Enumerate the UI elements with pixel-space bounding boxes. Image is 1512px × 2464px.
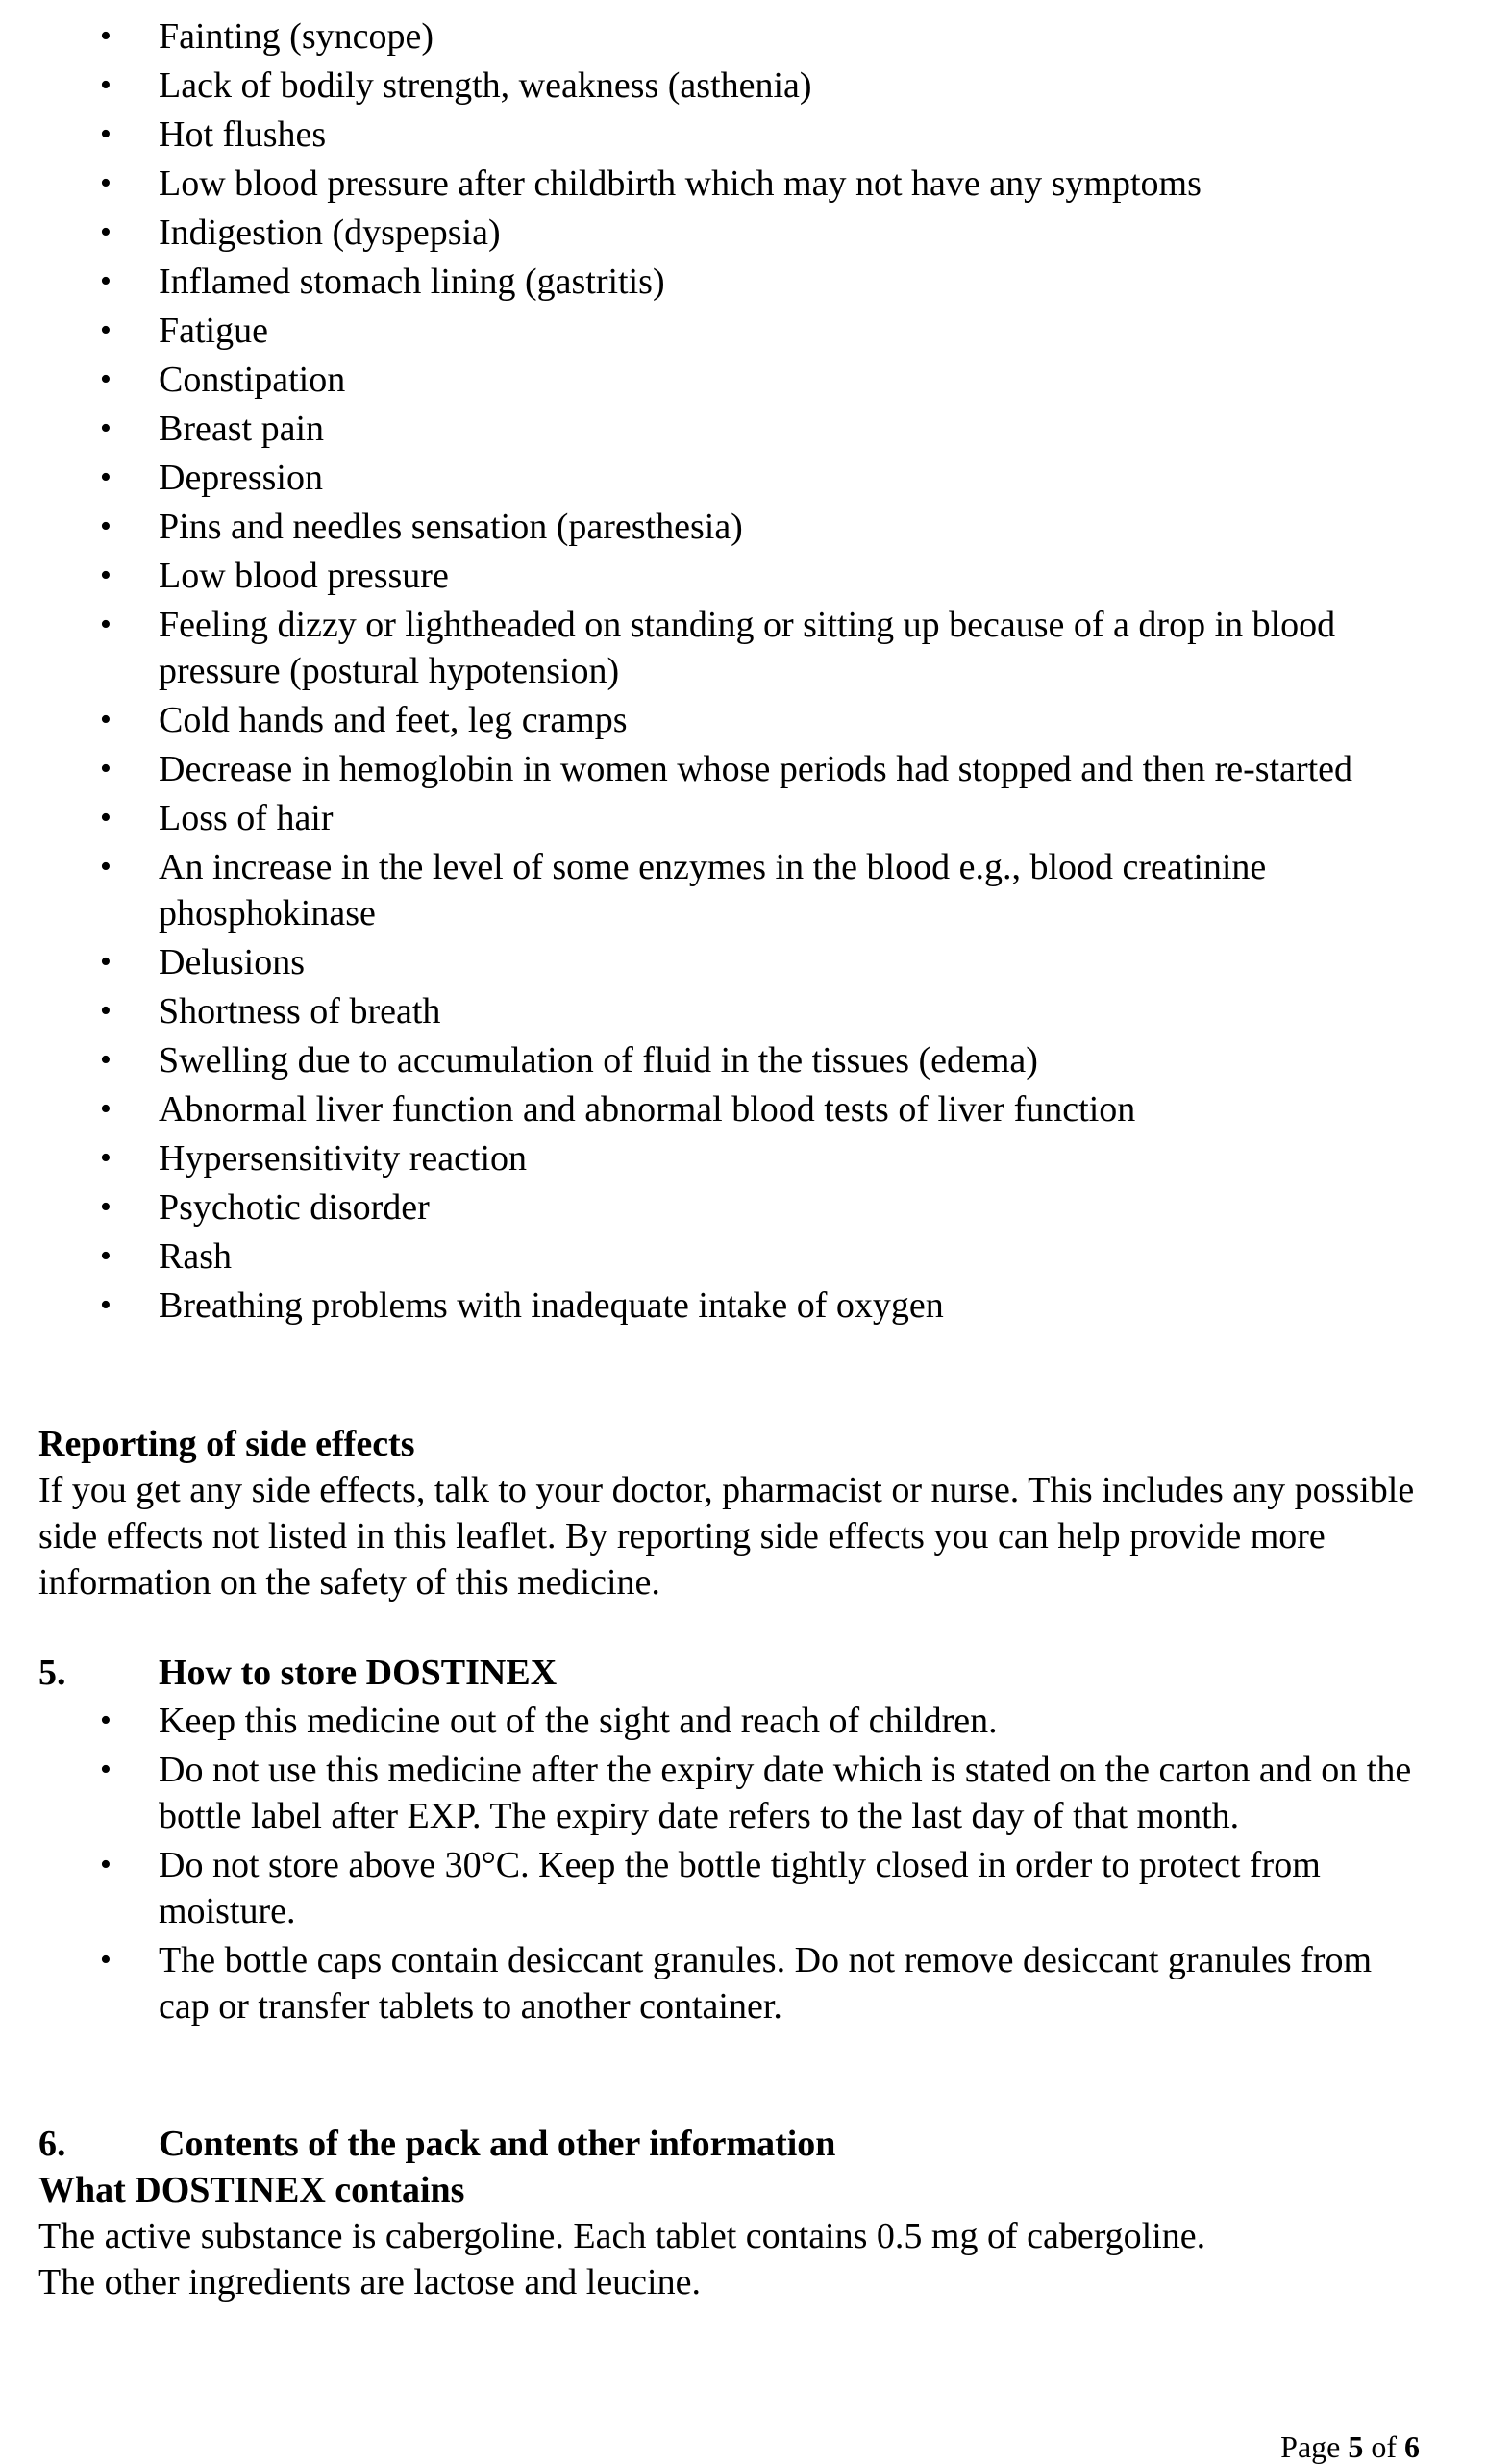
- section-title: Contents of the pack and other information: [159, 2124, 836, 2164]
- contents-line-2: The other ingredients are lactose and leucine.: [38, 2262, 701, 2302]
- bullet-icon: •: [100, 460, 112, 495]
- list-item: [0, 1698, 1427, 1744]
- list-item-text: Abnormal liver function and abnormal blood tests of liver function: [159, 1089, 1136, 1130]
- list-item-text: Cold hands and feet, leg cramps: [159, 700, 628, 740]
- list-item-text: Fainting (syncope): [159, 16, 434, 57]
- list-item: [0, 939, 1427, 985]
- list-item: [0, 308, 1427, 354]
- list-item-text: Low blood pressure after childbirth which may not have any symptoms: [159, 163, 1202, 204]
- list-item: [0, 1747, 1427, 1839]
- section-number: 6.: [38, 2124, 66, 2164]
- list-item-text: Swelling due to accumulation of fluid in the tissues (edema): [159, 1040, 1038, 1081]
- bullet-icon: •: [100, 1238, 112, 1274]
- bullet-icon: •: [100, 1847, 112, 1882]
- list-item-text: The bottle caps contain desiccant granules. Do not remove desiccant granules from cap or transfer tablets to another container.: [159, 1940, 1372, 2027]
- bullet-icon: •: [100, 993, 112, 1029]
- bullet-icon: •: [100, 18, 112, 54]
- list-item: [0, 161, 1427, 207]
- list-item: [0, 844, 1427, 936]
- bullet-icon: •: [100, 751, 112, 786]
- list-item-text: Depression: [159, 458, 323, 498]
- list-item-text: Feeling dizzy or lightheaded on standing or sitting up because of a drop in blood pressure (postural hypotension): [159, 605, 1336, 691]
- list-item-text: Breathing problems with inadequate intake of oxygen: [159, 1285, 944, 1326]
- list-item-text: Lack of bodily strength, weakness (asthenia): [159, 65, 812, 106]
- bullet-icon: •: [100, 411, 112, 446]
- list-item-text: Low blood pressure: [159, 556, 449, 596]
- total-pages: 6: [1404, 2429, 1420, 2464]
- list-item-text: Do not store above 30°C. Keep the bottle tightly closed in order to protect from moisture.: [159, 1845, 1321, 1931]
- store-list: [0, 1698, 1427, 2032]
- contents-line-1: The active substance is cabergoline. Each tablet contains 0.5 mg of cabergoline.: [38, 2216, 1206, 2256]
- section-title: How to store DOSTINEX: [159, 1653, 558, 1693]
- list-item: [0, 1842, 1427, 1934]
- list-item: [0, 1135, 1427, 1182]
- bullet-icon: •: [100, 312, 112, 348]
- reporting-heading: Reporting of side effects: [38, 1424, 415, 1464]
- bullet-icon: •: [100, 702, 112, 737]
- list-item-text: Do not use this medicine after the expiry date which is stated on the carton and on the bottle label after EXP. The expiry date refers to the last day of that month.: [159, 1750, 1412, 1836]
- list-item: [0, 357, 1427, 403]
- reporting-section: [38, 1421, 1442, 1605]
- bullet-icon: •: [100, 116, 112, 152]
- bullet-icon: •: [100, 67, 112, 103]
- reporting-text: If you get any side effects, talk to your doctor, pharmacist or nurse. This includes any possible side effects not listed in this leaflet. By reporting side effects you can help provide more information on the safety of this medicine.: [38, 1470, 1415, 1603]
- bullet-icon: •: [100, 849, 112, 884]
- list-item: [0, 795, 1427, 841]
- contents-subheading: What DOSTINEX contains: [38, 2170, 465, 2210]
- list-item: [0, 553, 1427, 599]
- bullet-icon: •: [100, 361, 112, 397]
- list-item-text: Keep this medicine out of the sight and reach of children.: [159, 1701, 998, 1741]
- list-item-text: Fatigue: [159, 311, 268, 351]
- list-item-text: Rash: [159, 1236, 232, 1277]
- list-item-text: Delusions: [159, 942, 305, 983]
- bullet-icon: •: [100, 1703, 112, 1738]
- list-item: [0, 1233, 1427, 1280]
- list-item: [0, 1184, 1427, 1231]
- list-item-text: An increase in the level of some enzymes in the blood e.g., blood creatinine phosphokinase: [159, 847, 1267, 933]
- page-of: of: [1363, 2429, 1404, 2464]
- list-item-text: Hot flushes: [159, 114, 327, 155]
- list-item-text: Loss of hair: [159, 798, 334, 838]
- bullet-icon: •: [100, 509, 112, 544]
- list-item: [0, 13, 1427, 60]
- store-section: [38, 1650, 1442, 1696]
- list-item: [0, 210, 1427, 256]
- list-item: [0, 746, 1427, 792]
- bullet-icon: •: [100, 607, 112, 642]
- section-number: 5.: [38, 1653, 66, 1693]
- bullet-icon: •: [100, 1091, 112, 1127]
- list-item: [0, 988, 1427, 1034]
- list-item: [0, 1037, 1427, 1083]
- list-item: [0, 62, 1427, 109]
- bullet-icon: •: [100, 1287, 112, 1323]
- list-item: [0, 697, 1427, 743]
- list-item: [0, 259, 1427, 305]
- list-item: [0, 1282, 1427, 1329]
- contents-heading: [38, 2121, 1442, 2167]
- current-page: 5: [1348, 2429, 1364, 2464]
- list-item-text: Constipation: [159, 360, 346, 400]
- bullet-icon: •: [100, 1942, 112, 1978]
- list-item: [0, 504, 1427, 550]
- bullet-icon: •: [100, 263, 112, 299]
- contents-section: [38, 2121, 1442, 2305]
- bullet-icon: •: [100, 558, 112, 593]
- list-item: [0, 112, 1427, 158]
- list-item: [0, 455, 1427, 501]
- list-item-text: Pins and needles sensation (paresthesia): [159, 507, 743, 547]
- list-item-text: Decrease in hemoglobin in women whose periods had stopped and then re-started: [159, 749, 1353, 789]
- bullet-icon: •: [100, 1140, 112, 1176]
- side-effects-list: [0, 13, 1427, 1332]
- bullet-icon: •: [100, 1752, 112, 1787]
- list-item-text: Psychotic disorder: [159, 1187, 430, 1228]
- list-item: [0, 602, 1427, 694]
- list-item-text: Indigestion (dyspepsia): [159, 212, 501, 253]
- list-item-text: Inflamed stomach lining (gastritis): [159, 261, 665, 302]
- store-heading: [38, 1650, 1442, 1696]
- bullet-icon: •: [100, 1042, 112, 1078]
- list-item: [0, 406, 1427, 452]
- list-item-text: Hypersensitivity reaction: [159, 1138, 528, 1179]
- bullet-icon: •: [100, 800, 112, 835]
- bullet-icon: •: [100, 165, 112, 201]
- page-number: [1280, 2429, 1420, 2464]
- page-label: Page: [1280, 2429, 1349, 2464]
- list-item-text: Shortness of breath: [159, 991, 441, 1032]
- bullet-icon: •: [100, 1189, 112, 1225]
- list-item: [0, 1937, 1427, 2029]
- bullet-icon: •: [100, 214, 112, 250]
- list-item-text: Breast pain: [159, 409, 325, 449]
- bullet-icon: •: [100, 944, 112, 980]
- list-item: [0, 1086, 1427, 1132]
